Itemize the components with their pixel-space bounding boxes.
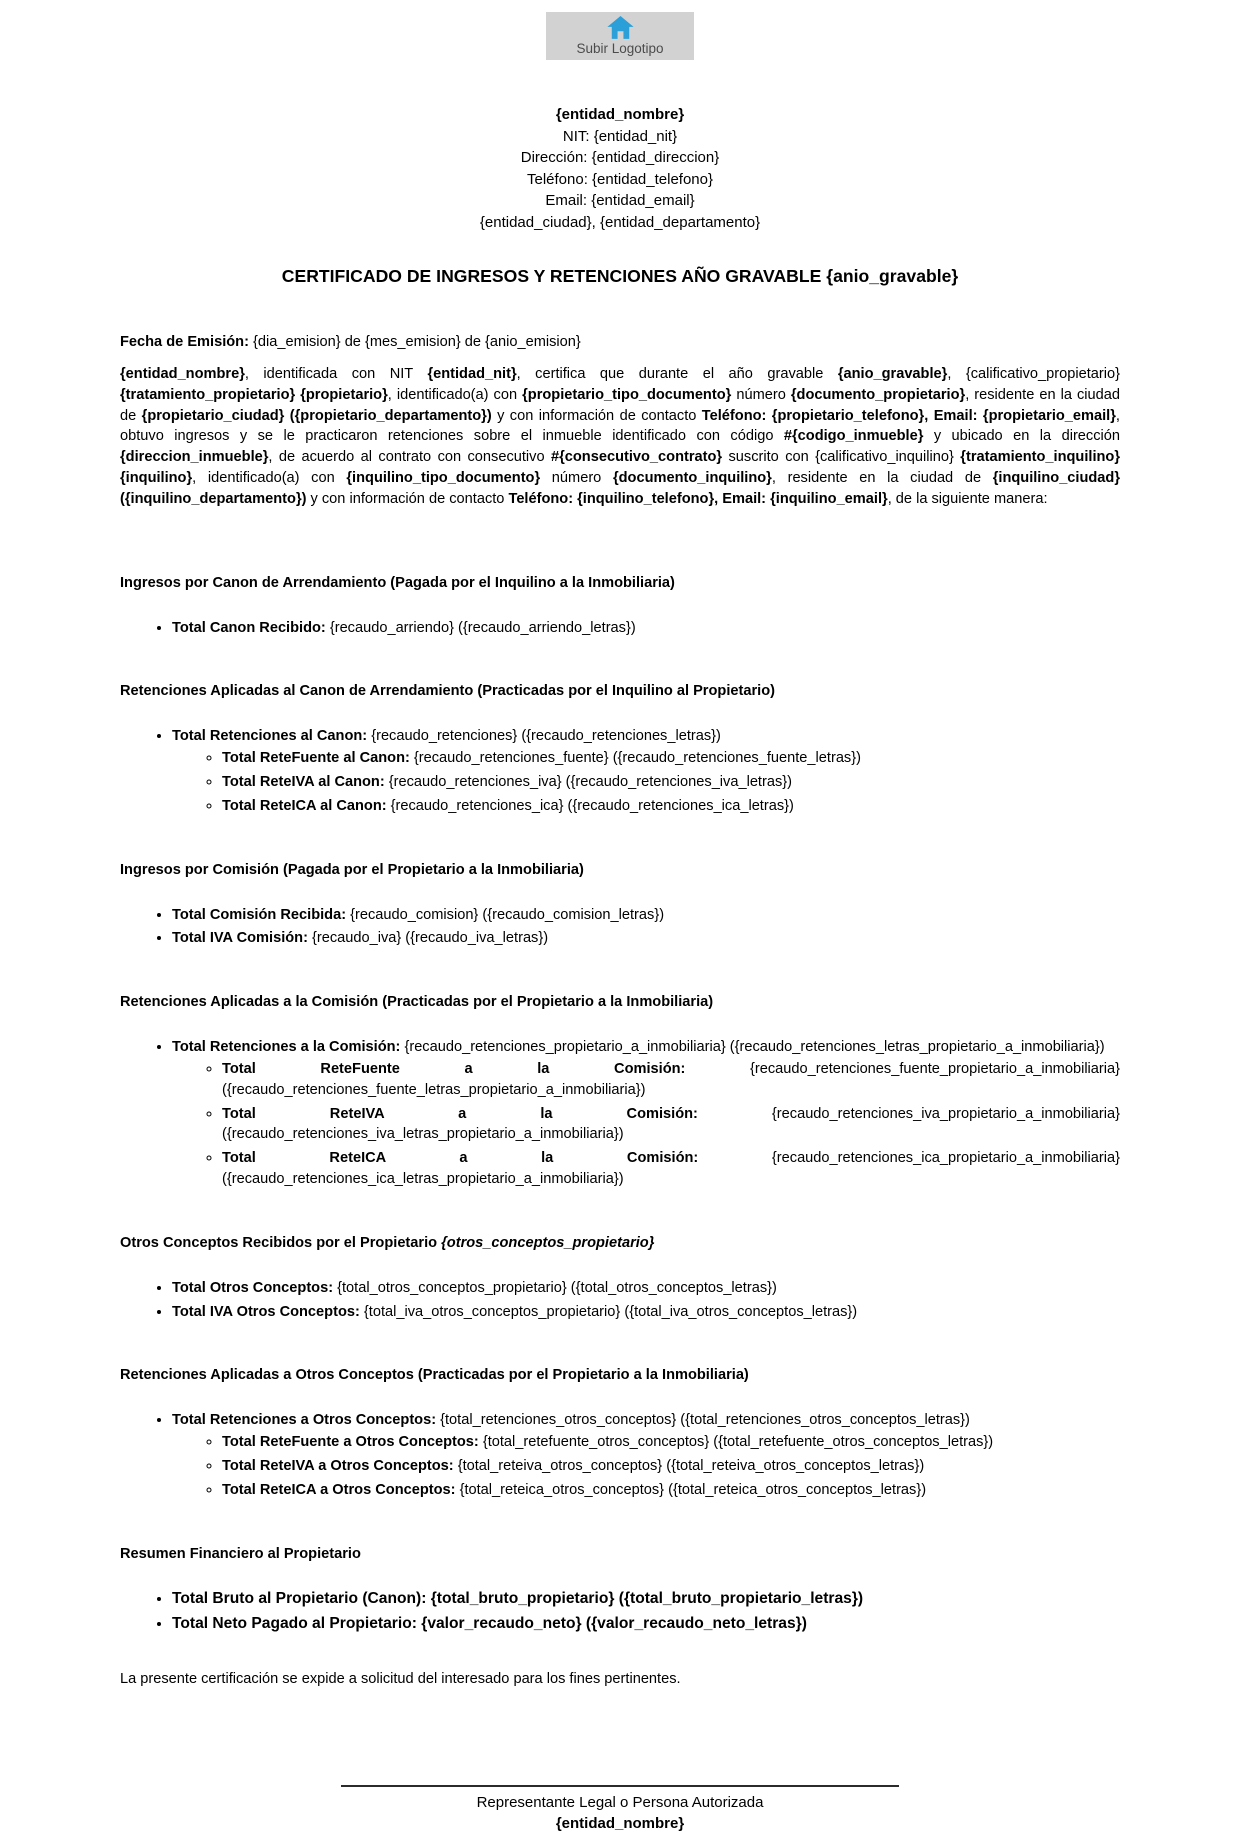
entity-address: Dirección: {entidad_direccion}	[520, 149, 720, 166]
text-segment: y con información de contacto	[491, 407, 702, 424]
document-section	[120, 993, 1120, 1190]
bullet-list	[120, 1589, 1120, 1636]
entity-name: {entidad_nombre}	[555, 106, 685, 123]
text-segment: , identificado(a) con	[387, 386, 523, 403]
emission-date-line	[120, 334, 1120, 350]
text-segment: Total ReteIVA a la Comisión:	[222, 1105, 698, 1122]
bullet-item	[222, 1480, 1120, 1501]
text-segment: Teléfono: {propietario_telefono}, Email: {propietario_email}	[701, 407, 1116, 424]
text-segment: Total Retenciones a Otros Conceptos:	[172, 1412, 437, 1429]
text-segment: {recaudo_retenciones_iva} ({recaudo_retenciones_iva_letras})	[384, 773, 792, 790]
text-segment: Teléfono: {inquilino_telefono}, Email: {inquilino_email}	[508, 490, 888, 507]
section-heading	[120, 574, 1120, 593]
text-segment: {total_reteica_otros_conceptos} ({total_reteica_otros_conceptos_letras})	[455, 1481, 927, 1498]
text-segment: {tratamiento_propietario} {propietario}	[120, 386, 388, 403]
text-segment: , identificada con NIT	[244, 366, 428, 382]
text-segment: {entidad_nombre}	[120, 366, 245, 382]
text-segment: {propietario_tipo_documento}	[522, 386, 732, 403]
text-segment: Total ReteFuente a la Comisión:	[222, 1060, 686, 1077]
bullet-item	[172, 1037, 1120, 1190]
section-heading	[120, 1234, 1120, 1253]
signature-line	[341, 1785, 899, 1787]
entity-nit: NIT: {entidad_nit}	[562, 127, 678, 145]
text-segment: {recaudo_retenciones_fuente} ({recaudo_retenciones_fuente_letras})	[409, 750, 861, 767]
text-segment: {otros_conceptos_propietario}	[441, 1234, 655, 1251]
bullet-item	[172, 1302, 1120, 1323]
text-segment: número	[731, 386, 791, 403]
text-segment: Total Otros Conceptos:	[172, 1279, 334, 1296]
document-section	[120, 574, 1120, 639]
document-section	[120, 682, 1120, 816]
text-segment: {direccion_inmueble}	[120, 449, 269, 466]
sub-bullet-list	[172, 748, 1120, 816]
closing-statement: La presente certificación se expide a solicitud del interesado para los fines pertinentes.	[120, 1671, 681, 1688]
text-segment: {recaudo_retenciones} ({recaudo_retenciones_letras})	[367, 728, 721, 745]
text-segment: #{consecutivo_contrato}	[550, 449, 723, 466]
bullet-item	[222, 748, 1120, 769]
text-segment: Total ReteICA a Otros Conceptos:	[222, 1481, 456, 1498]
intro-paragraph	[120, 364, 1120, 510]
text-segment: {recaudo_retenciones_iva_propietario_a_inmobiliaria} ({recaudo_retenciones_iva_letras_propietario_a_inmobiliaria})	[222, 1105, 1120, 1143]
text-segment: {recaudo_retenciones_ica} ({recaudo_retenciones_ica_letras})	[386, 797, 794, 814]
signature-block	[120, 1785, 1120, 1834]
text-segment: Retenciones Aplicadas al Canon de Arrendamiento (Practicadas por el Inquilino al Propietario)	[120, 683, 775, 700]
signature-entity: {entidad_nombre}	[555, 1815, 685, 1833]
bullet-item	[222, 1059, 1120, 1101]
text-segment: , {calificativo_propietario}	[947, 366, 1120, 382]
text-segment: {recaudo_arriendo} ({recaudo_arriendo_letras})	[325, 619, 636, 636]
text-segment: , identificado(a) con	[192, 469, 347, 486]
bullet-item	[222, 772, 1120, 793]
text-segment: {tratamiento_inquilino} {inquilino}	[120, 449, 1121, 486]
text-segment: Total Bruto al Propietario (Canon):	[172, 1589, 427, 1607]
bullet-item	[172, 905, 1120, 926]
text-segment: , de la siguiente manera:	[887, 490, 1048, 507]
entity-header	[120, 104, 1120, 233]
bullet-item	[172, 928, 1120, 949]
document-section	[120, 861, 1120, 950]
text-segment: , obtuvo ingresos y se le practicaron retenciones sobre el inmueble identificado con código	[120, 407, 1120, 445]
entity-email: Email: {entidad_email}	[545, 192, 695, 209]
text-segment: Otros Conceptos Recibidos por el Propietario	[120, 1234, 442, 1251]
section-heading	[120, 1545, 1120, 1564]
text-segment: Resumen Financiero al Propietario	[120, 1545, 361, 1562]
text-segment: Total Retenciones a la Comisión:	[172, 1039, 401, 1056]
text-segment: , certifica que durante el año gravable	[516, 366, 838, 382]
text-segment: Total ReteFuente a Otros Conceptos:	[222, 1434, 479, 1451]
document-section	[120, 1366, 1120, 1500]
sections	[120, 574, 1120, 1636]
bullet-item	[222, 1148, 1120, 1190]
entity-phone: Teléfono: {entidad_telefono}	[527, 170, 713, 188]
text-segment: {total_otros_conceptos_propietario} ({total_otros_conceptos_letras})	[333, 1279, 777, 1296]
text-segment: Total ReteFuente al Canon:	[222, 750, 410, 767]
bullet-list	[120, 1410, 1120, 1500]
text-segment: {recaudo_iva} ({recaudo_iva_letras})	[307, 930, 549, 947]
text-segment: {recaudo_retenciones_fuente_propietario_a_inmobiliaria} ({recaudo_retenciones_fuente_letras_propietario_a_inmobiliaria})	[222, 1060, 1121, 1098]
document-title: CERTIFICADO DE INGRESOS Y RETENCIONES AÑO GRAVABLE {anio_gravable}	[281, 266, 959, 286]
text-segment: {recaudo_comision} ({recaudo_comision_letras})	[346, 906, 665, 923]
section-heading	[120, 861, 1120, 880]
text-segment: Total IVA Otros Conceptos:	[172, 1303, 360, 1320]
text-segment: y con información de contacto	[306, 490, 509, 507]
text-segment: Total ReteICA al Canon:	[222, 797, 387, 814]
text-segment: {total_iva_otros_conceptos_propietario} ({total_iva_otros_conceptos_letras})	[359, 1303, 858, 1320]
text-segment: Total ReteIVA al Canon:	[222, 773, 385, 790]
text-segment: Total ReteICA a la Comisión:	[222, 1150, 699, 1167]
text-segment: , residente en la ciudad de	[771, 469, 993, 486]
sub-bullet-list	[172, 1059, 1120, 1190]
text-segment: {documento_inquilino}	[612, 469, 772, 486]
text-segment: Total IVA Comisión:	[172, 930, 308, 947]
text-segment: Retenciones Aplicadas a Otros Conceptos (Practicadas por el Propietario a la Inmobiliaria)	[120, 1367, 749, 1384]
text-segment: {inquilino_ciudad} ({inquilino_departamento})	[120, 469, 1121, 507]
bullet-item	[222, 796, 1120, 817]
text-segment: {entidad_nit}	[427, 366, 517, 382]
text-segment: Total Retenciones al Canon:	[172, 728, 368, 745]
bullet-item	[172, 618, 1120, 639]
bullet-item	[172, 726, 1120, 816]
section-heading	[120, 993, 1120, 1012]
emission-date-value: {dia_emision} de {mes_emision} de {anio_emision}	[248, 334, 581, 350]
text-segment: {recaudo_retenciones_ica_propietario_a_inmobiliaria} ({recaudo_retenciones_ica_letras_propietario_a_inmobiliaria})	[222, 1150, 1120, 1187]
text-segment: {anio_gravable}	[837, 366, 948, 382]
bullet-item	[172, 1278, 1120, 1299]
text-segment: Total Neto Pagado al Propietario:	[172, 1615, 417, 1633]
text-segment: {total_reteiva_otros_conceptos} ({total_reteiva_otros_conceptos_letras})	[453, 1457, 925, 1474]
text-segment: {total_retenciones_otros_conceptos} ({total_retenciones_otros_conceptos_letras})	[436, 1412, 970, 1429]
text-segment: {propietario_ciudad} ({propietario_departamento})	[141, 407, 492, 424]
text-segment: número	[540, 469, 613, 486]
document-section	[120, 1234, 1120, 1323]
bullet-list	[120, 1037, 1120, 1190]
text-segment: Ingresos por Comisión (Pagada por el Propietario a la Inmobiliaria)	[120, 861, 584, 878]
text-segment: {total_bruto_propietario} ({total_bruto_propietario_letras})	[426, 1589, 864, 1607]
bullet-item	[172, 1614, 1120, 1635]
bullet-item	[222, 1432, 1120, 1453]
text-segment: {valor_recaudo_neto} ({valor_recaudo_neto_letras})	[416, 1615, 807, 1633]
text-segment: #{codigo_inmueble}	[783, 428, 924, 445]
text-segment: Total Comisión Recibida:	[172, 906, 347, 923]
upload-logo-label: Subir Logotipo	[576, 41, 664, 56]
text-segment: Total ReteIVA a Otros Conceptos:	[222, 1457, 454, 1474]
bullet-list	[120, 905, 1120, 950]
text-segment: {recaudo_retenciones_propietario_a_inmobiliaria} ({recaudo_retenciones_letras_propietario_a_inmobiliaria})	[400, 1039, 1105, 1056]
bullet-list	[120, 618, 1120, 639]
signature-role: Representante Legal o Persona Autorizada	[476, 1794, 764, 1812]
text-segment: Total Canon Recibido:	[172, 619, 326, 636]
text-segment: suscrito con {calificativo_inquilino}	[722, 449, 961, 466]
upload-logo-button[interactable]	[546, 12, 694, 60]
bullet-item	[222, 1104, 1120, 1146]
section-heading	[120, 1366, 1120, 1385]
document-section	[120, 1545, 1120, 1636]
bullet-list	[120, 1278, 1120, 1323]
bullet-item	[172, 1410, 1120, 1500]
text-segment: {total_retefuente_otros_conceptos} ({total_retefuente_otros_conceptos_letras})	[478, 1434, 994, 1451]
text-segment: {inquilino_tipo_documento}	[346, 469, 541, 486]
text-segment: Ingresos por Canon de Arrendamiento (Pagada por el Inquilino a la Inmobiliaria)	[120, 574, 675, 591]
section-heading	[120, 682, 1120, 701]
text-segment: , residente en la ciudad de	[120, 386, 1121, 424]
bullet-item	[172, 1589, 1120, 1610]
emission-date-label: Fecha de Emisión:	[120, 334, 249, 350]
text-segment: y ubicado en la dirección	[923, 428, 1120, 445]
text-segment: , de acuerdo al contrato con consecutivo	[268, 449, 551, 466]
text-segment: Retenciones Aplicadas a la Comisión (Practicadas por el Propietario a la Inmobiliaria)	[120, 994, 714, 1011]
text-segment: {documento_propietario}	[790, 386, 966, 403]
entity-city-department: {entidad_ciudad}, {entidad_departamento}	[479, 213, 761, 231]
bullet-item	[222, 1456, 1120, 1477]
sub-bullet-list	[172, 1432, 1120, 1500]
bullet-list	[120, 726, 1120, 816]
house-icon	[607, 16, 634, 40]
